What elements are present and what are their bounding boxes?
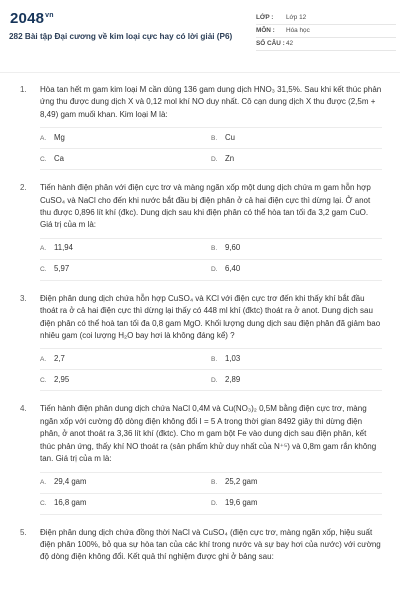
- option-b[interactable]: [211, 476, 382, 489]
- meta-value: Lớp 12: [286, 14, 307, 21]
- meta-row-subject: [256, 25, 396, 38]
- option-value: 16,8 gam: [54, 497, 87, 507]
- option-a[interactable]: [40, 242, 211, 255]
- meta-key: MÔN :: [256, 27, 275, 34]
- meta-table: [256, 12, 396, 51]
- option-value: 25,2 gam: [225, 476, 258, 486]
- option-a[interactable]: [40, 132, 211, 145]
- option-value: 2,95: [54, 374, 70, 384]
- option-value: Cu: [225, 132, 235, 142]
- option-c[interactable]: [40, 263, 211, 276]
- option-d[interactable]: [211, 374, 382, 387]
- option-label: A.: [40, 245, 47, 253]
- option-label: D.: [211, 266, 218, 274]
- answer-options: [40, 127, 382, 170]
- option-c[interactable]: [40, 153, 211, 166]
- answer-options: [40, 238, 382, 281]
- option-label: A.: [40, 355, 47, 363]
- option-value: 19,6 gam: [225, 497, 258, 507]
- option-b[interactable]: [211, 242, 382, 255]
- meta-row-class: [256, 12, 396, 25]
- question-text: Điện phân dung dịch chứa đồng thời NaCl và CuSO₄ (điện cực trơ, màng ngăn xốp, hiệu suất điện phân 100%, bỏ qua sự hòa tan của các khí trong nước và sự bay hơi của nước) với cường độ dòng điện không đổi. Kết quả thí nghiệm được ghi ở bảng sau:: [40, 527, 381, 562]
- answer-options: [40, 348, 382, 391]
- logo-text: 2048: [10, 10, 45, 27]
- site-logo[interactable]: [10, 10, 54, 27]
- option-value: 6,40: [225, 264, 241, 274]
- question-number: 2.: [20, 183, 27, 193]
- question-text: Tiến hành điện phân dung dịch chứa NaCl 0,4M và Cu(NO₃)₂ 0,5M bằng điện cực trơ, màng ngăn xốp với cường độ dòng điện không đổi I = 5 A trong thời gian 8492 giây thì dừng điện phân, ở anot thoát ra 3,36 lít khí (đktc). Cho m gam bột Fe vào dung dịch sau điện phân, kết thúc phản ứng, thấy khí NO thoát ra (sản phẩm khử duy nhất của N⁺⁵) và 0,8m gam rắn không tan. Giá trị của m là:: [40, 404, 377, 464]
- header: [0, 0, 400, 70]
- option-d[interactable]: [211, 263, 382, 276]
- option-value: Zn: [225, 153, 235, 163]
- option-label: B.: [211, 245, 218, 253]
- option-label: A.: [40, 134, 47, 142]
- question-item: [0, 78, 400, 176]
- option-c[interactable]: [40, 374, 211, 387]
- question-list: [0, 78, 400, 570]
- document-title: 282 Bài tập Đại cương về kim loại cực hay có lời giải (P6): [9, 32, 233, 41]
- question-number: 4.: [20, 404, 27, 414]
- option-label: C.: [40, 499, 47, 507]
- meta-row-count: [256, 38, 396, 51]
- question-number: 1.: [20, 85, 27, 94]
- option-value: Mg: [54, 132, 65, 142]
- logo-suffix: vn: [45, 12, 54, 19]
- option-value: 29,4 gam: [54, 476, 87, 486]
- question-item: [0, 176, 400, 287]
- option-a[interactable]: [40, 353, 211, 366]
- option-value: 11,94: [54, 243, 73, 253]
- option-c[interactable]: [40, 497, 211, 510]
- meta-key: LỚP :: [256, 14, 274, 21]
- option-label: C.: [40, 376, 47, 384]
- question-text: Điện phân dung dịch chứa hỗn hợp CuSO₄ và KCl với điện cực trơ đến khi thấy khí bắt đầu thoát ra ở cả hai điện cực thì dừng lại thấy có 448 ml khí (đktc) thoát ra ở anot. Dung dịch sau điện phân có thể hoà tan tối đa 0,8 gam MgO. Khối lượng dung dịch sau điện phân đã giảm bao nhiêu gam (coi lượng H₂O bay hơi là không đáng kể) ?: [40, 293, 381, 341]
- option-value: Ca: [54, 153, 64, 163]
- question-item: [0, 521, 400, 570]
- option-value: 9,60: [225, 243, 241, 253]
- option-d[interactable]: [211, 497, 382, 510]
- question-item: [0, 287, 400, 398]
- question-text: Hòa tan hết m gam kim loại M cần dùng 136 gam dung dịch HNO₃ 31,5%. Sau khi kết thúc phản ứng thu được dung dịch X và 0,12 mol khí NO duy nhất. Cô cạn dung dịch X thu được (2,5m + 8,49) gam muối khan. Kim loại M là:: [40, 85, 382, 119]
- option-value: 2,7: [54, 353, 65, 363]
- option-label: A.: [40, 478, 47, 486]
- option-label: B.: [211, 478, 218, 486]
- option-value: 2,89: [225, 374, 241, 384]
- question-number: 3.: [20, 293, 27, 303]
- option-label: C.: [40, 155, 47, 163]
- question-number: 5.: [20, 527, 27, 537]
- meta-key: SỐ CÂU :: [256, 40, 285, 47]
- option-value: 5,97: [54, 264, 70, 274]
- option-b[interactable]: [211, 132, 382, 145]
- option-label: D.: [211, 499, 218, 507]
- option-label: B.: [211, 355, 218, 363]
- option-label: C.: [40, 266, 47, 274]
- question-text: Tiến hành điện phân với điện cực trơ và màng ngăn xốp một dung dịch chứa m gam hỗn hợp CuSO₄ và NaCl cho đến khi nước bắt đầu bị điện phân ở cả hai điện cực thì dừng lại. Ở anot thu được 0,896 lít khí (đkc). Dung dịch sau khi điện phân có thể hòa tan tối đa 3,2 gam CuO. Giá trị của m là:: [40, 183, 371, 230]
- option-label: D.: [211, 376, 218, 384]
- meta-value: Hóa học: [286, 27, 310, 34]
- question-item: [0, 397, 400, 520]
- answer-options: [40, 472, 382, 515]
- option-label: B.: [211, 134, 218, 142]
- option-a[interactable]: [40, 476, 211, 489]
- option-b[interactable]: [211, 353, 382, 366]
- meta-value: 42: [286, 40, 294, 47]
- header-divider: [0, 72, 400, 73]
- option-value: 1,03: [225, 353, 241, 363]
- option-d[interactable]: [211, 153, 382, 166]
- option-label: D.: [211, 155, 218, 163]
